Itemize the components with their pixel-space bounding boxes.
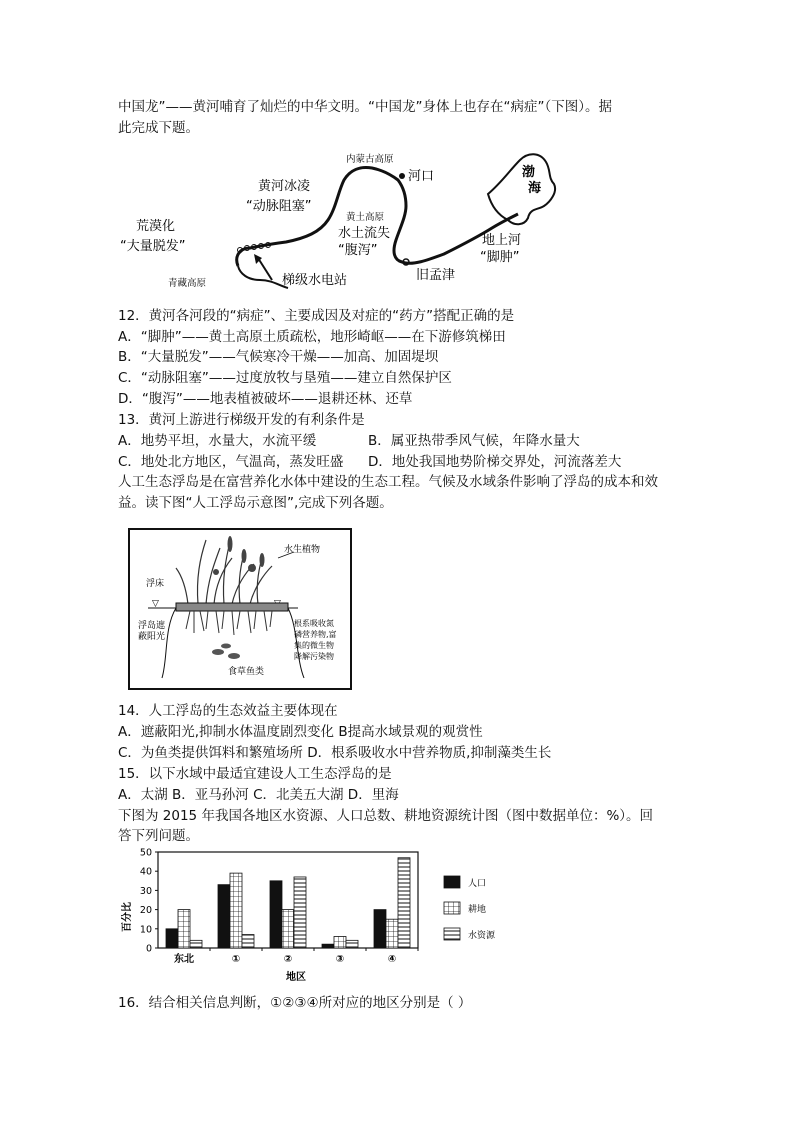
label-erosion-1: 水土流失 xyxy=(338,226,391,241)
legend-label-1: 耕地 xyxy=(468,905,487,915)
q13-option-d: D．地处我国地势阶梯交界处，河流落差大 xyxy=(368,454,622,470)
intro-line-1: 中国龙”——黄河哺育了灿烂的中华文明。“中国龙”身体上也存在“病症”（下图）。据 xyxy=(118,99,612,115)
bar-1-2 xyxy=(242,935,254,948)
x-tick-label: ③ xyxy=(335,954,345,965)
label-ice-1: 黄河冰凌 xyxy=(258,179,311,194)
bar-0-0 xyxy=(166,929,178,948)
label-inner-mongolia: 内蒙古高原 xyxy=(346,154,394,165)
yellow-river-map xyxy=(110,148,590,298)
legend-swatch-2 xyxy=(444,928,460,940)
hekou-dot xyxy=(399,173,405,179)
river-source xyxy=(238,266,288,288)
q16-stem: 16．结合相关信息判断，①②③④所对应的地区分别是（ ） xyxy=(118,995,472,1011)
bar-1-0 xyxy=(218,885,230,948)
bar-2-0 xyxy=(270,881,282,948)
y-tick-label: 20 xyxy=(139,905,152,917)
bar-2-1 xyxy=(282,910,294,948)
bar-3-2 xyxy=(346,940,358,948)
chart-ylabel: 百分比 xyxy=(122,902,133,932)
y-tick-label: 0 xyxy=(145,943,152,955)
chart-xlabel: 地区 xyxy=(286,972,306,983)
label-ice-2: “动脉阻塞” xyxy=(246,199,312,214)
legend-label-2: 水资源 xyxy=(468,931,496,941)
label-shade-2: 蔽阳光 xyxy=(138,632,166,642)
bar-1-1 xyxy=(230,873,242,948)
intro-line-2: 此完成下题。 xyxy=(118,120,199,136)
bar-0-1 xyxy=(178,910,190,948)
y-tick-label: 30 xyxy=(139,885,152,897)
label-bohai-1: 渤 xyxy=(522,165,536,180)
label-roots-3: 集的微生物 xyxy=(294,641,334,650)
x-tick-label: ① xyxy=(231,954,241,965)
float-bed xyxy=(176,603,288,611)
label-hydro: 梯级水电站 xyxy=(282,273,348,288)
bar-4-0 xyxy=(374,910,386,948)
q14-stem: 14．人工浮岛的生态效益主要体现在 xyxy=(118,703,338,719)
label-shade-1: 浮岛遮 xyxy=(138,621,166,631)
y-tick-label: 50 xyxy=(139,847,152,859)
y-tick-label: 10 xyxy=(139,924,152,936)
label-qinghai: 青藏高原 xyxy=(168,278,207,289)
label-erosion-2: “腹泻” xyxy=(338,243,378,258)
svg-text:▽: ▽ xyxy=(152,599,159,609)
q13-stem: 13．黄河上游进行梯级开发的有利条件是 xyxy=(118,412,365,428)
q13-option-c: C．地处北方地区，气温高，蒸发旺盛 xyxy=(118,454,344,470)
label-roots-2: 磷营养物,富 xyxy=(294,630,337,639)
q13-option-a: A．地势平坦，水量大，水流平缓 xyxy=(118,433,317,449)
label-plants: 水生植物 xyxy=(284,545,321,555)
island-intro-1: 人工生态浮岛是在富营养化水体中建设的生态工程。气候及水域条件影响了浮岛的成本和效 xyxy=(118,474,658,490)
q15-options: A．太湖 B．亚马孙河 C．北美五大湖 D．里海 xyxy=(118,787,399,803)
bar-0-2 xyxy=(190,940,202,948)
label-roots-4: 降解污染物 xyxy=(294,652,334,661)
label-above-2: “脚肿” xyxy=(480,250,520,265)
island-intro-2: 益。读下图“人工浮岛示意图”,完成下列各题。 xyxy=(118,495,393,511)
bar-4-1 xyxy=(386,919,398,948)
q12-option-c: C．“动脉阻塞”——过度放牧与垦殖——建立自然保护区 xyxy=(118,370,452,386)
label-fish: 食草鱼类 xyxy=(228,667,265,677)
resource-bar-chart xyxy=(118,846,514,986)
q15-stem: 15．以下水域中最适宜建设人工生态浮岛的是 xyxy=(118,766,392,782)
label-desert-1: 荒漠化 xyxy=(136,219,176,234)
q14-options-cd: C．为鱼类提供饵料和繁殖场所 D．根系吸收水中营养物质,抑制藻类生长 xyxy=(118,745,552,761)
legend-swatch-1 xyxy=(444,902,460,914)
chart-intro-2: 答下列问题。 xyxy=(118,828,199,844)
x-tick-label: ④ xyxy=(387,954,397,965)
arrow-icon xyxy=(258,258,272,280)
label-bed: 浮床 xyxy=(146,579,165,589)
label-hekou: 河口 xyxy=(408,169,435,184)
bar-4-2 xyxy=(398,858,410,948)
label-mengjin: 旧孟津 xyxy=(416,268,456,283)
label-roots-1: 根系吸收氮 xyxy=(294,619,334,628)
q12-stem: 12．黄河各河段的“病症”、主要成因及对症的“药方”搭配正确的是 xyxy=(118,308,515,324)
q12-option-d: D．“腹泻”——地表植被破坏——退耕还林、还草 xyxy=(118,391,413,407)
y-tick-label: 40 xyxy=(139,866,152,878)
bar-3-1 xyxy=(334,936,346,948)
legend-swatch-0 xyxy=(444,876,460,888)
label-bohai-2: 海 xyxy=(528,181,542,196)
x-tick-label: 东北 xyxy=(174,954,194,965)
q14-options-ab: A．遮蔽阳光,抑制水体温度剧烈变化 B提高水域景观的观赏性 xyxy=(118,724,483,740)
label-desert-2: “大量脱发” xyxy=(120,239,186,254)
q12-option-a: A．“脚肿”——黄土高原土质疏松，地形崎岖——在下游修筑梯田 xyxy=(118,329,506,345)
legend-label-0: 人口 xyxy=(468,879,487,889)
x-tick-label: ② xyxy=(283,954,293,965)
q13-option-b: B．属亚热带季风气候，年降水量大 xyxy=(368,433,580,449)
bar-3-0 xyxy=(322,944,334,948)
floating-island-diagram xyxy=(128,528,352,690)
chart-intro-1: 下图为 2015 年我国各地区水资源、人口总数、耕地资源统计图（图中数据单位：%）。回 xyxy=(118,808,654,824)
label-above-1: 地上河 xyxy=(482,233,522,248)
label-loess: 黄土高原 xyxy=(346,212,385,223)
bar-2-2 xyxy=(294,877,306,948)
q12-option-b: B．“大量脱发”——气候寒冷干燥——加高、加固堤坝 xyxy=(118,349,439,365)
